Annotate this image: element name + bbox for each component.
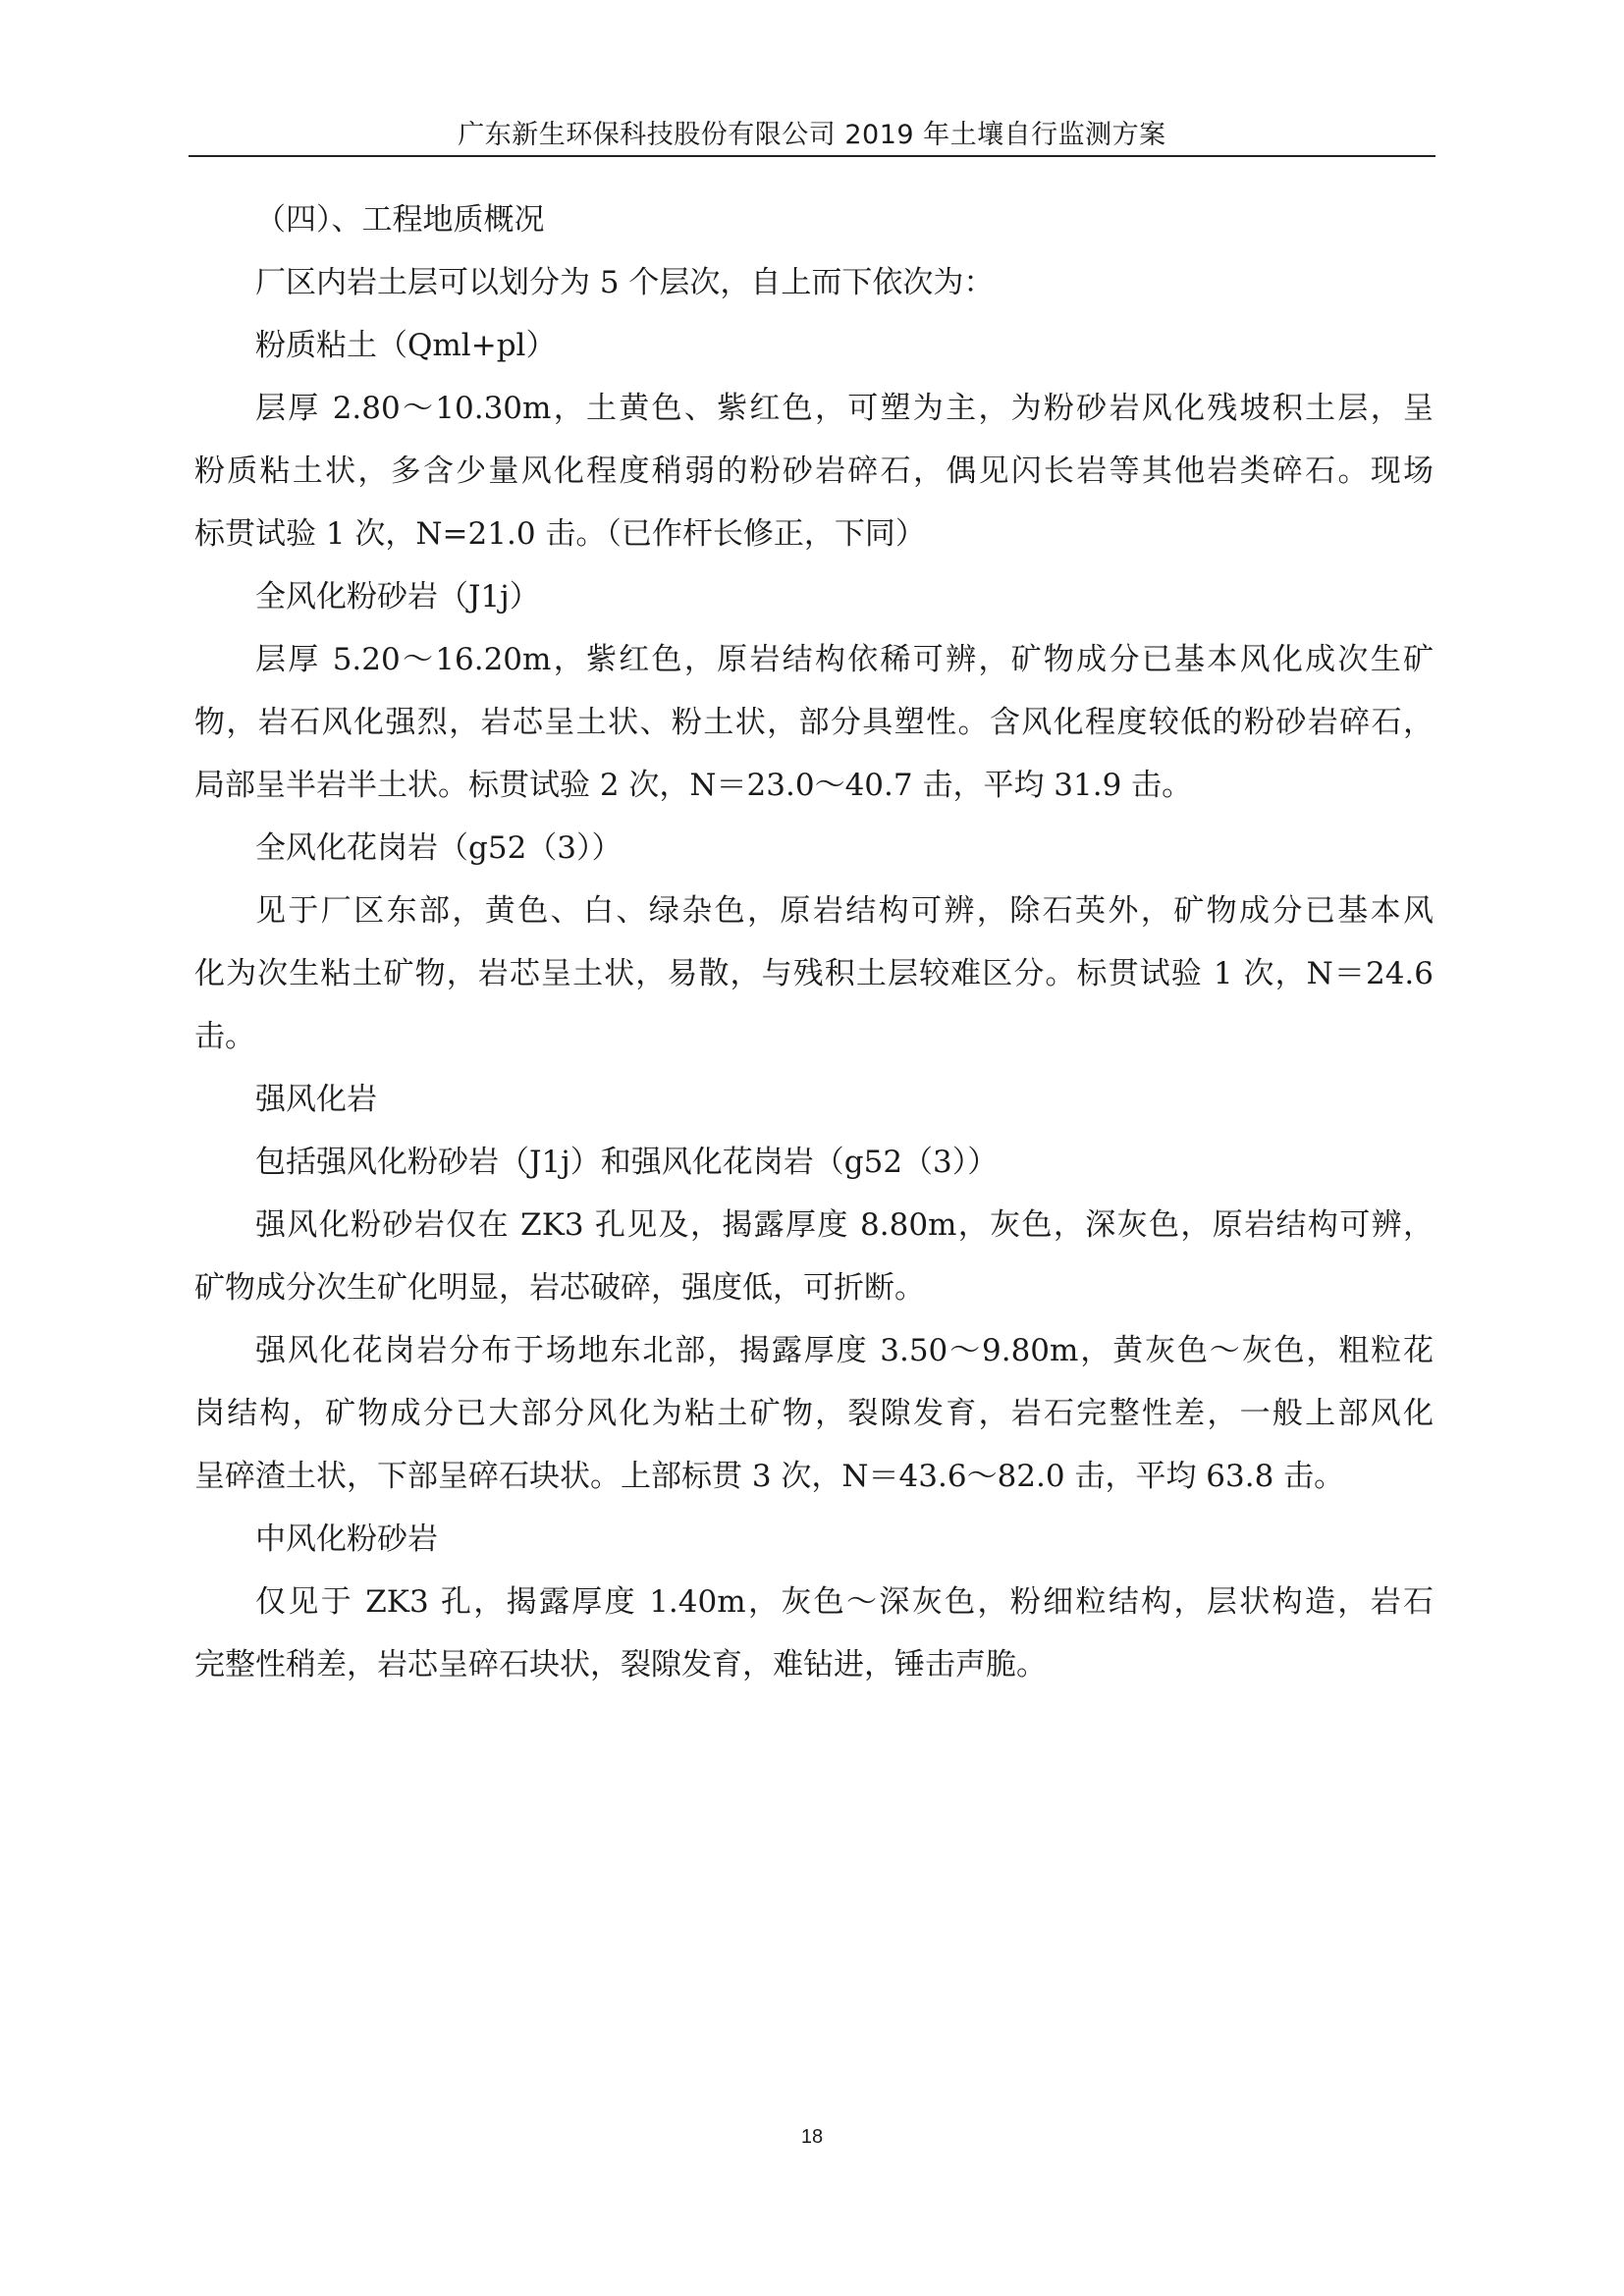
paragraph-line: 物，岩石风化强烈，岩芯呈土状、粉土状，部分具塑性。含风化程度较低的粉砂岩碎石， [194, 705, 1434, 740]
paragraph-line: 局部呈半岩半土状。标贯试验 2 次，N＝23.0～40.7 击，平均 31.9 击。 [194, 768, 1193, 803]
paragraph-line: 见于厂区东部，黄色、白、绿杂色，原岩结构可辨，除石英外，矿物成分已基本风 [255, 893, 1434, 929]
paragraph-line: 仅见于 ZK3 孔，揭露厚度 1.40m，灰色～深灰色，粉细粒结构，层状构造，岩石 [255, 1584, 1434, 1620]
layer-title-moderately-weathered-siltstone: 中风化粉砂岩 [255, 1522, 438, 1557]
layer-summary: 包括强风化粉砂岩（J1j）和强风化花岗岩（g52（3）） [255, 1145, 999, 1180]
paragraph-line: 呈碎渣土状，下部呈碎石块状。上部标贯 3 次，N＝43.6～82.0 击，平均 63.8 击。 [194, 1459, 1345, 1494]
paragraph-line: 强风化花岗岩分布于场地东北部，揭露厚度 3.50～9.80m，黄灰色～灰色，粗粒花 [255, 1333, 1434, 1368]
paragraph-line: 粉质粘土状，多含少量风化程度稍弱的粉砂岩碎石，偶见闪长岩等其他岩类碎石。现场 [194, 454, 1434, 489]
layer-title-silty-clay: 粉质粘土（Qml+pl） [255, 328, 557, 363]
paragraph-line: 击。 [194, 1019, 255, 1054]
header-divider [189, 155, 1435, 157]
section-intro: 厂区内岩土层可以划分为 5 个层次，自上而下依次为： [255, 265, 995, 300]
paragraph-line: 化为次生粘土矿物，岩芯呈土状，易散，与残积土层较难区分。标贯试验 1 次，N＝24.6 [194, 956, 1434, 991]
document-body [194, 188, 1434, 1696]
paragraph-line: 层厚 5.20～16.20m，紫红色，原岩结构依稀可辨，矿物成分已基本风化成次生矿 [255, 642, 1434, 677]
paragraph-line: 岗结构，矿物成分已大部分风化为粘土矿物，裂隙发育，岩石完整性差，一般上部风化 [194, 1396, 1434, 1431]
paragraph-line: 完整性稍差，岩芯呈碎石块状，裂隙发育，难钻进，锤击声脆。 [194, 1647, 1047, 1682]
paragraph-line: 矿物成分次生矿化明显，岩芯破碎，强度低，可折断。 [194, 1270, 925, 1306]
paragraph-line: 强风化粉砂岩仅在 ZK3 孔见及，揭露厚度 8.80m，灰色，深灰色，原岩结构可辨， [255, 1207, 1434, 1243]
paragraph-line: 标贯试验 1 次，N=21.0 击。（已作杆长修正，下同） [194, 516, 926, 552]
page-header: 广东新生环保科技股份有限公司 2019 年土壤自行监测方案 [458, 120, 1166, 150]
paragraph-line: 层厚 2.80～10.30m，土黄色、紫红色，可塑为主，为粉砂岩风化残坡积土层，呈 [255, 391, 1434, 426]
layer-title-weathered-siltstone: 全风化粉砂岩（J1j） [255, 579, 540, 614]
layer-title-weathered-granite: 全风化花岗岩（g52（3）） [255, 830, 623, 866]
page-number: 18 [800, 2126, 824, 2148]
section-heading: （四）、工程地质概况 [255, 202, 545, 238]
layer-title-strongly-weathered-rock: 强风化岩 [255, 1082, 377, 1117]
